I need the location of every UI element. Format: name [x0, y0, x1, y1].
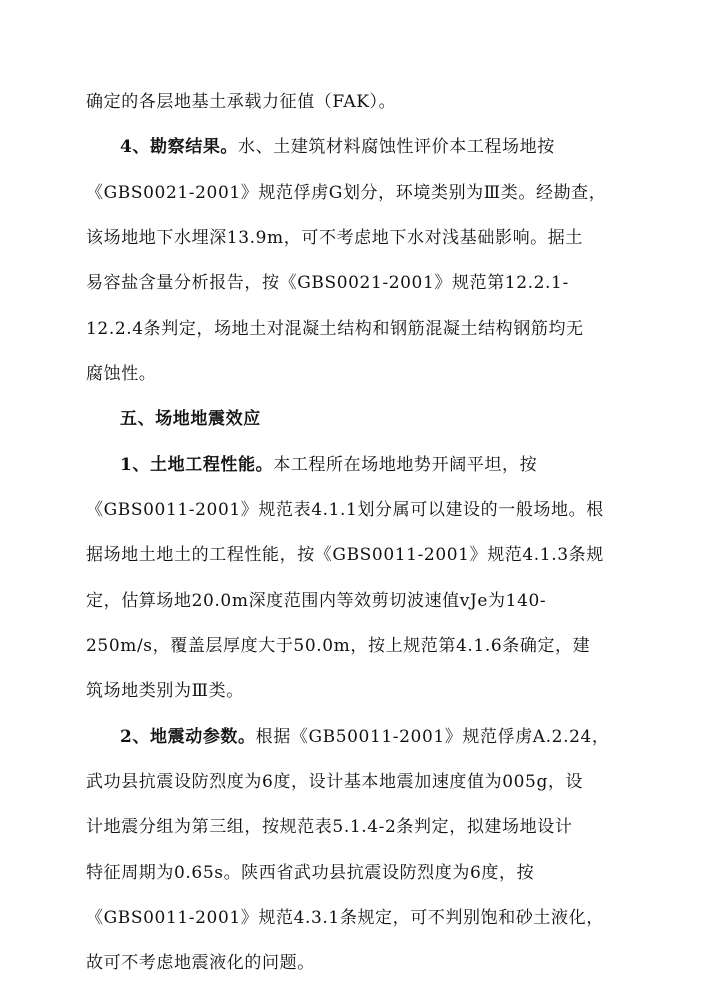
paragraph-line: 该场地地下水埋深13.9m，可不考虑地下水对浅基础影响。据土 [86, 228, 583, 248]
paragraph-line: 腐蚀性。 [86, 364, 157, 384]
paragraph-line [120, 135, 680, 159]
section-heading: 五、场地地震效应 [120, 409, 261, 429]
section-lead: 1、土地工程性能。 [120, 455, 274, 475]
paragraph-line [120, 453, 680, 477]
paragraph-text: 水、土建筑材料腐蚀性评价本工程场地按 [238, 137, 555, 157]
paragraph-line: 250m/s，覆盖层厚度大于50.0m，按上规范第4.1.6条确定，建 [86, 636, 591, 656]
paragraph-line: 《GBS0011-2001》规范表4.1.1划分属可以建设的一般场地。根 [86, 500, 604, 520]
paragraph-line: 确定的各层地基土承载力征值（FAK）。 [86, 92, 397, 112]
paragraph-text: 本工程所在场地地势开阔平坦，按 [273, 455, 538, 475]
paragraph-line: 特征周期为0.65s。陕西省武功县抗震设防烈度为6度，按 [86, 863, 535, 883]
paragraph-line: 《GBS0011-2001》规范4.3.1条规定，可不判别饱和砂土液化， [86, 908, 604, 928]
section-lead: 2、地震动参数。 [120, 727, 256, 747]
paragraph-line: 筑场地类别为Ⅲ类。 [86, 681, 244, 701]
paragraph-line [120, 725, 680, 749]
paragraph-line: 易容盐含量分析报告，按《GBS0021-2001》规范第12.2.1- [86, 273, 569, 293]
paragraph-line: 故可不考虑地震液化的问题。 [86, 953, 315, 973]
paragraph-line: 《GBS0021-2001》规范俘虏G划分，环境类别为Ⅲ类。经勘查， [86, 183, 607, 203]
paragraph-line: 武功县抗震设防烈度为6度，设计基本地震加速度值为005g，设 [86, 772, 584, 792]
section-lead: 4、勘察结果。 [120, 137, 239, 157]
paragraph-text: 根据《GB50011-2001》规范俘虏A.2.24， [255, 727, 610, 747]
paragraph-line: 据场地土地土的工程性能，按《GBS0011-2001》规范4.1.3条规 [86, 545, 604, 565]
paragraph-line: 计地震分组为第三组，按规范表5.1.4-2条判定，拟建场地设计 [86, 817, 573, 837]
paragraph-line: 12.2.4条判定，场地土对混凝土结构和钢筋混凝土结构钢筋均无 [86, 319, 584, 339]
paragraph-line: 定，估算场地20.0m深度范围内等效剪切波速值vJe为140- [86, 591, 547, 611]
